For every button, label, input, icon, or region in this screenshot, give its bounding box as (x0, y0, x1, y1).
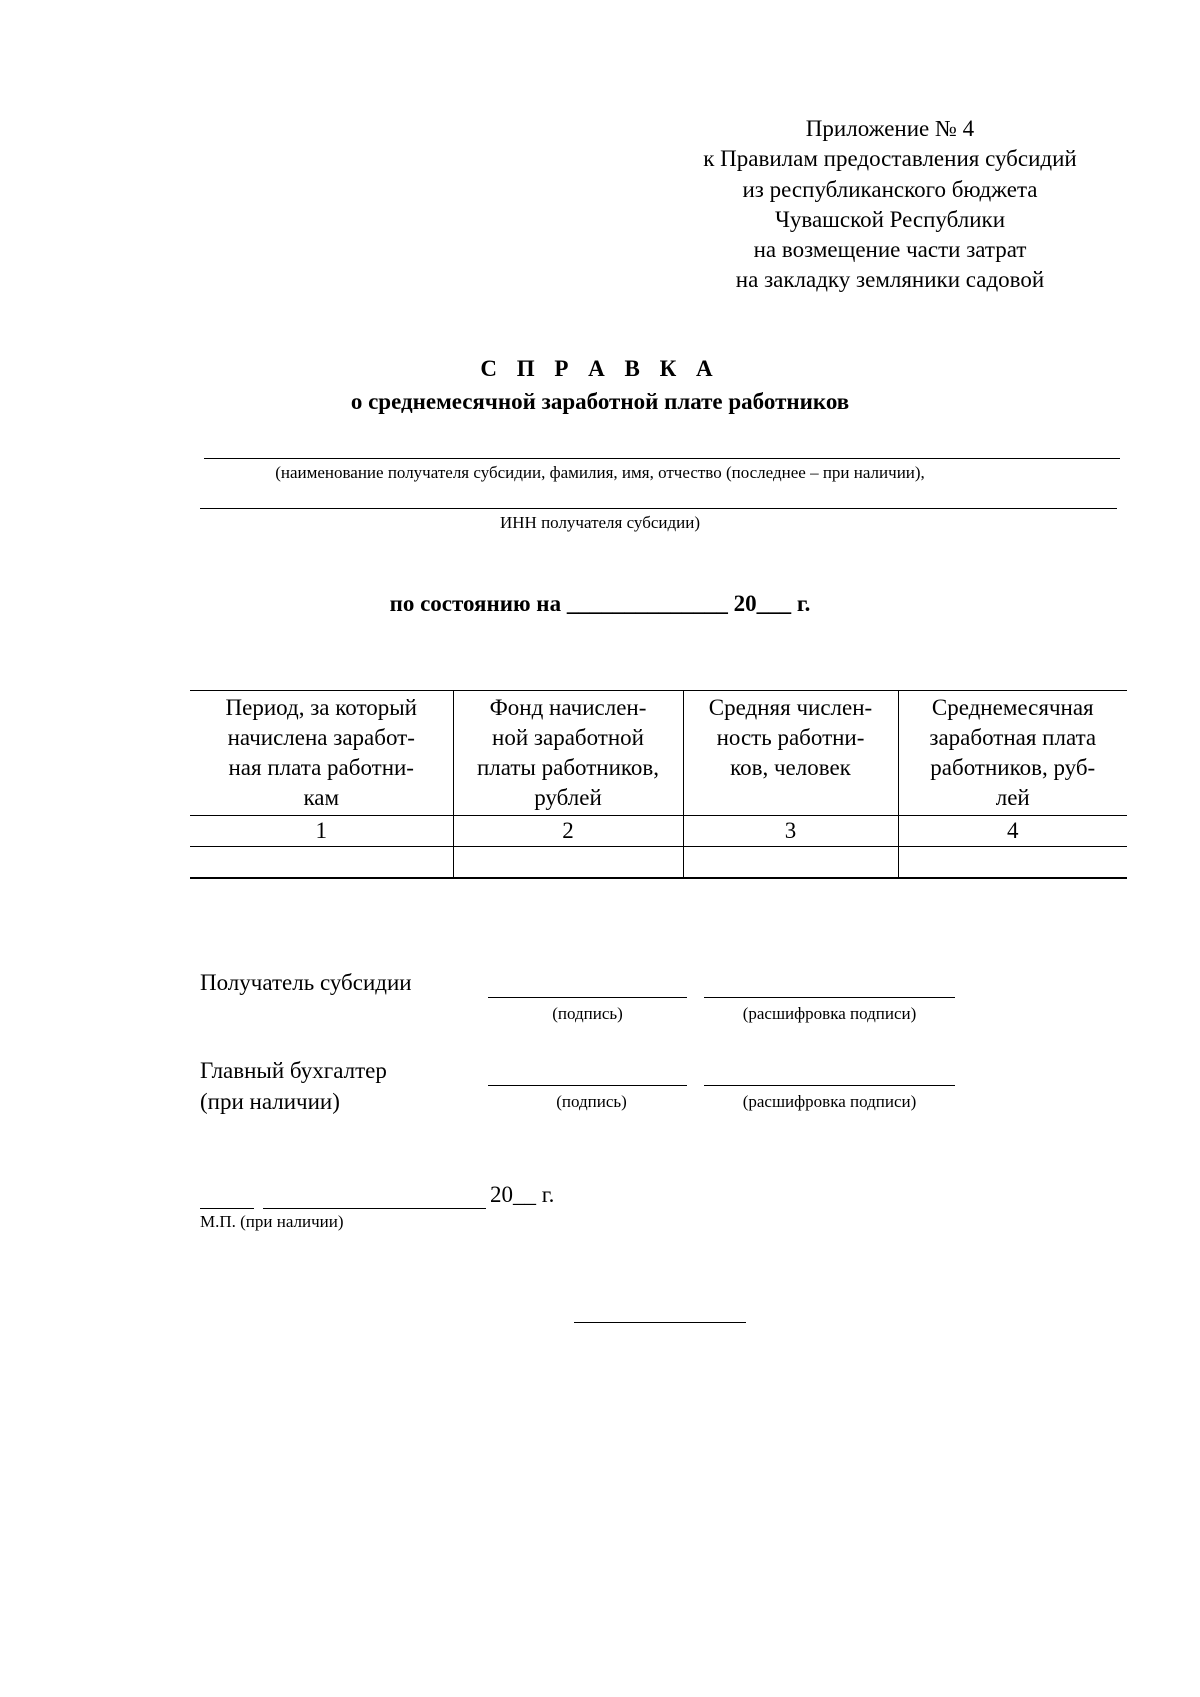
column-number: 2 (453, 816, 683, 847)
recipient-name-line[interactable] (204, 458, 1120, 459)
document-title: С П Р А В К А (480, 356, 720, 381)
appendix-line: из республиканского бюджета (742, 176, 1038, 202)
table-header-row (190, 691, 1127, 816)
table-cell[interactable] (453, 847, 683, 879)
appendix-line: на возмещение части затрат (753, 237, 1027, 263)
column-number-row (190, 816, 1127, 847)
recipient-signature-caption: (подпись) (552, 1004, 623, 1023)
table-cell[interactable] (683, 847, 898, 879)
accountant-signature-caption: (подпись) (556, 1092, 627, 1111)
date-month-line[interactable] (263, 1208, 486, 1209)
header-fund: Фонд начислен- ной заработной платы работников, рублей (453, 691, 683, 816)
date-year-text: 20__ г. (490, 1182, 555, 1207)
header-avg-salary: Среднемесячная заработная плата работников, руб- лей (898, 691, 1127, 816)
accountant-label-2: (при наличии) (200, 1089, 340, 1114)
accountant-signature-line[interactable] (488, 1085, 687, 1086)
recipient-inn-line[interactable] (200, 508, 1117, 509)
column-number: 1 (190, 816, 453, 847)
salary-table (190, 690, 1127, 879)
header-headcount: Средняя числен- ность работни- ков, человек (683, 691, 898, 816)
date-day-line[interactable] (200, 1208, 254, 1209)
stamp-caption: М.П. (при наличии) (200, 1212, 344, 1231)
accountant-decode-caption: (расшифровка подписи) (742, 1092, 917, 1111)
table-cell[interactable] (898, 847, 1127, 879)
column-number: 3 (683, 816, 898, 847)
table-row (190, 847, 1127, 879)
recipient-caption-2: ИНН получателя субсидии) (499, 513, 700, 532)
header-period: Период, за который начислена заработ- ная плата работни- кам (190, 691, 453, 816)
accountant-label-1: Главный бухгалтер (200, 1058, 387, 1083)
appendix-line: Приложение № 4 (805, 116, 975, 141)
recipient-signature-line[interactable] (488, 997, 687, 998)
accountant-decode-line[interactable] (704, 1085, 955, 1086)
recipient-caption-1: (наименование получателя субсидии, фамилия, имя, отчество (последнее – при наличии), (275, 463, 925, 482)
appendix-line: Чувашской Республики (774, 206, 1006, 232)
appendix-line: к Правилам предоставления субсидий (703, 146, 1077, 172)
column-number: 4 (898, 816, 1127, 847)
appendix-header (600, 114, 1180, 296)
recipient-signature-label: Получатель субсидии (200, 970, 412, 995)
recipient-decode-line[interactable] (704, 997, 955, 998)
document-subtitle: о среднемесячной заработной плате работников (350, 389, 850, 414)
footer-divider (574, 1322, 746, 1323)
recipient-decode-caption: (расшифровка подписи) (742, 1004, 917, 1023)
as-of-date-line: по состоянию на ______________ 20___ г. (389, 591, 811, 616)
table-cell[interactable] (190, 847, 453, 879)
appendix-line: на закладку земляники садовой (735, 267, 1045, 293)
